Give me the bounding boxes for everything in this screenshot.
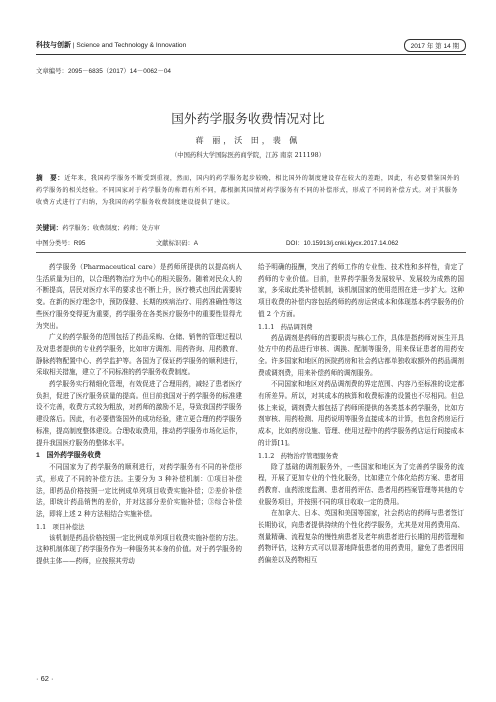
body-paragraph: 不同国家为了药学服务的顺利进行，对药学服务有不同的补偿形式，形成了不同的补偿方法。主要分为 3 种补偿机制：①项目补偿法，即药品价格按照一定比例成单列项目收费实施补偿；②差价补偿法，即统计药品销售的差价，并对这部分差价实施补偿；③综合补偿法，即将上述 2 种方法相结合实施补偿。 xyxy=(36,463,242,519)
body-paragraph: 药学服务实行精细化管理，有效促进了合理用药，减轻了患者医疗负担，促进了医疗服务质量的提高。但目前我国对于药学服务的标准建设不完善，收费方式较为粗放，对药师的激励不足，导致我国药学服务建设落后。因此，有必要借鉴国外的成功经验，建立更合理的药学服务标准，提高制度整体建设。合理收取费用，推动药学服务市场化运作，提升我国医疗服务的整体水平。 xyxy=(36,380,242,447)
abstract-text: 近年来，我国药学服务不断受到重视，然而，国内的药学服务起步较晚，相比国外的制度建设存在较大的差距，因此，有必要借鉴国外的药学服务的相关经验。不同国家对于药学服务的称谓有所不同，都根据其国情对药学服务有不同的补偿形式，形成了不同的补偿方式。对于其服务收费方式进行了归纳，为我国的药学服务收费制度建设提供了建议。 xyxy=(36,175,460,206)
authors: 蒋 丽，沃 田，裴 佩 xyxy=(195,136,301,145)
subsection-heading: 1.1 项目补偿法 xyxy=(36,522,85,531)
clc-number: 中图分类号：R95 xyxy=(36,240,86,247)
right-column xyxy=(258,262,464,567)
body-paragraph: 不同国家和地区对药品调剂费的界定范围、内容乃至标准的设定都有所差异。所以，对其成本的核算和收费标准的设置也不尽相同。但总体上来说，调剂费大都包括了药师所提供的各类基本药学服务，比如方剂审核、用药检测、用药说明等服务直接成本的计算，也包含药房运行成本，比如药房设施、管理、使用过程中的药学服务药店运行间接成本的计算[1]。 xyxy=(258,380,464,447)
body-paragraph: 药品调剂是药师的首要职责与核心工作，具体是指药师对医生开具处方中的药品进行审核、调换、配制等服务，用来保证患者的用药安全。许多国家和地区的医院药房和社会药店都单独收取额外的药品调剂费或调剂费，用来补偿药师的调剂服务。 xyxy=(258,333,464,377)
journal-name-en: Science and Technology & Innovation xyxy=(76,42,187,49)
subsection-heading: 1.1.2 药物治疗管理服务费 xyxy=(258,451,339,460)
abstract-label: 摘 要： xyxy=(36,175,65,182)
body-paragraph: 在加拿大、日本、英国和美国等国家，社会药店的药师与患者签订长期协议，向患者提供持续的个性化药学服务，尤其是对用药费用高、剂量精确、流程复杂的慢性病患者及老年病患者进行长期的用药管理和药物评估，这种方式可以显著地降低患者的用药费用，避免了患者因用药偏差以及药物相互 xyxy=(258,509,464,565)
document-code: 文献标识码：A xyxy=(156,240,198,247)
left-column xyxy=(36,262,242,568)
running-header xyxy=(36,40,466,52)
header-rule xyxy=(36,54,466,55)
body-paragraph: 该机制是药品价格按照一定比例成单列项目收费实施补偿的方法。这种机制体现了药学服务作为一种服务其本身的价值。对于药学服务的提供主体——药师，应按照其劳动 xyxy=(36,533,242,566)
page-number: · 62 · xyxy=(36,674,54,683)
keywords-text: 药学服务；收费制度；药师；处方审 xyxy=(62,225,160,232)
body-paragraph: 给予明确的报酬，突出了药师工作的专业性、技术性和多样性，肯定了药师的专业价值。目前，世界药学服务发展较早、发展较为成熟的国家，多采取此类补偿机制，该机制国家的使用范围在进一步扩大。这种项目收费的补偿内容包括药师的药房运营成本和体现基本药学服务的价值 2 个方面。 xyxy=(258,263,464,318)
body-paragraph: 药学服务（Pharmaceutical care）是药师所提供的以提高病人生活质量为目的，以合理药物治疗为中心的相关服务。随着对民众人的不断提高，居民对医疗水平的要求也不断上升，医疗模式也因此需要转变。在新的医疗理念中，预防保健、长期的疾病治疗、用药准确性等这些医疗服务变得更为重要，药学服务在各类医疗服务中的重要性显得尤为突出。 xyxy=(36,263,242,330)
classification-line xyxy=(36,238,466,248)
keywords-label: 关键词： xyxy=(36,225,63,232)
issue-badge: 2017 年 第 14 期 xyxy=(404,39,466,52)
body-paragraph: 除了基础的调剂服务外，一些国家和地区为了完善药学服务的流程，开展了更加专业的个性化服务，比如建立个体化给药方案、患者用药教育、血药浓度监测、患者用药评估、患者用药档案管理等其他的专业服务项目，并按照不同的项目收取一定的费用。 xyxy=(258,462,464,506)
journal-name-cn: 科技与创新 xyxy=(36,42,71,49)
keywords xyxy=(36,222,160,232)
abstract xyxy=(36,173,460,208)
article-title: 国外药学服务收费情况对比 xyxy=(171,112,325,126)
doi: DOI：10.15913/j.cnki.kjycx.2017.14.062 xyxy=(286,240,399,247)
affiliation: （中国药科大学国际医药商学院，江苏 南京 211198） xyxy=(171,152,325,159)
body-paragraph: 广义的药学服务的范围包括了药品采购、仓储、销售的管理过程以及对患者提供的专业药学服务，比如审方调剂、用药咨询、用药教育、静脉药物配置中心、药学监护等。各国为了保证药学服务的顺利进行，采取相关措施，建立了不同标准的药学服务收费制度。 xyxy=(36,333,242,377)
article-number: 文章编号：2095－6835（2017）14－0062－04 xyxy=(36,68,171,75)
journal-name: 科技与创新 | Science and Technology & Innovation xyxy=(36,42,187,49)
section-heading: 1 国外药学服务收费 xyxy=(36,452,101,460)
subsection-heading: 1.1.1 药品调剂费 xyxy=(258,322,313,331)
meta-rule xyxy=(36,252,466,253)
